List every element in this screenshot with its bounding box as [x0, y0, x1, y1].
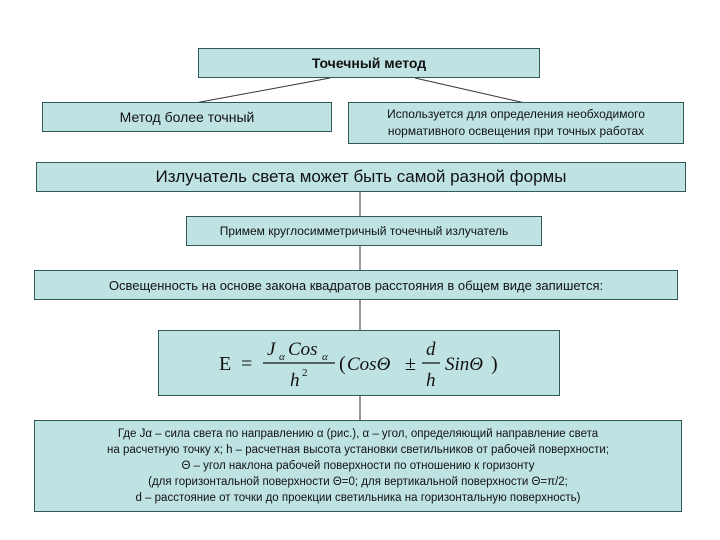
formula-cos-alpha: α: [322, 351, 328, 363]
connector-title-left: [195, 78, 330, 103]
formula-h: h: [290, 370, 300, 391]
law-box: [34, 270, 678, 300]
assume-box: [186, 216, 542, 246]
formula-close-paren: ): [491, 353, 498, 375]
description-line-1: Где Jα – сила света по направлению α (рис.), α – угол, определяющий направление света: [117, 428, 599, 440]
description-box: [34, 420, 682, 512]
description-line-4: (для горизонтальной поверхности Θ=0; для вертикальной поверхности Θ=π/2;: [148, 476, 568, 488]
right-box-line-2: нормативного освещения при точных работах: [387, 124, 645, 138]
formula-open-paren: (: [339, 353, 346, 375]
formula-equals: =: [241, 353, 253, 375]
formula-cos-theta: CosΘ: [347, 354, 391, 375]
law-box-text: Освещенность на основе закона квадратов расстояния в общем виде запишется:: [108, 277, 604, 293]
formula-lhs: E: [219, 353, 232, 375]
description-line-3: Θ – угол наклона рабочей поверхности по отношению к горизонту: [181, 460, 535, 472]
formula-plus-minus: ±: [405, 353, 416, 375]
formula: [159, 331, 559, 395]
formula-d: d: [426, 339, 436, 360]
formula-cos: Cos: [288, 339, 318, 360]
right-box-line-1: Используется для определения необходимого: [387, 107, 645, 121]
formula-j-alpha: α: [279, 351, 285, 363]
right-box: [348, 102, 684, 144]
description-line-5: d – расстояние от точки до проекции светильника на горизонтальную поверхность): [135, 492, 581, 504]
connector-title-right: [415, 78, 525, 103]
formula-box: [158, 330, 560, 396]
title-box: [198, 48, 540, 78]
assume-box-text: Примем круглосимметричный точечный излучатель: [219, 224, 509, 238]
formula-j: J: [267, 339, 276, 360]
emitter-box-text: Излучатель света может быть самой разной формы: [155, 167, 567, 186]
formula-h-2: h: [426, 370, 436, 391]
title-text: Точечный метод: [311, 55, 427, 71]
formula-sin-theta: SinΘ: [445, 354, 483, 375]
emitter-box: [36, 162, 686, 192]
left-box: [42, 102, 332, 132]
left-box-text: Метод более точный: [119, 109, 255, 125]
formula-sq: 2: [302, 367, 308, 379]
description-line-2: на расчетную точку x; h – расчетная высота установки светильников от рабочей поверхности;: [107, 444, 609, 456]
